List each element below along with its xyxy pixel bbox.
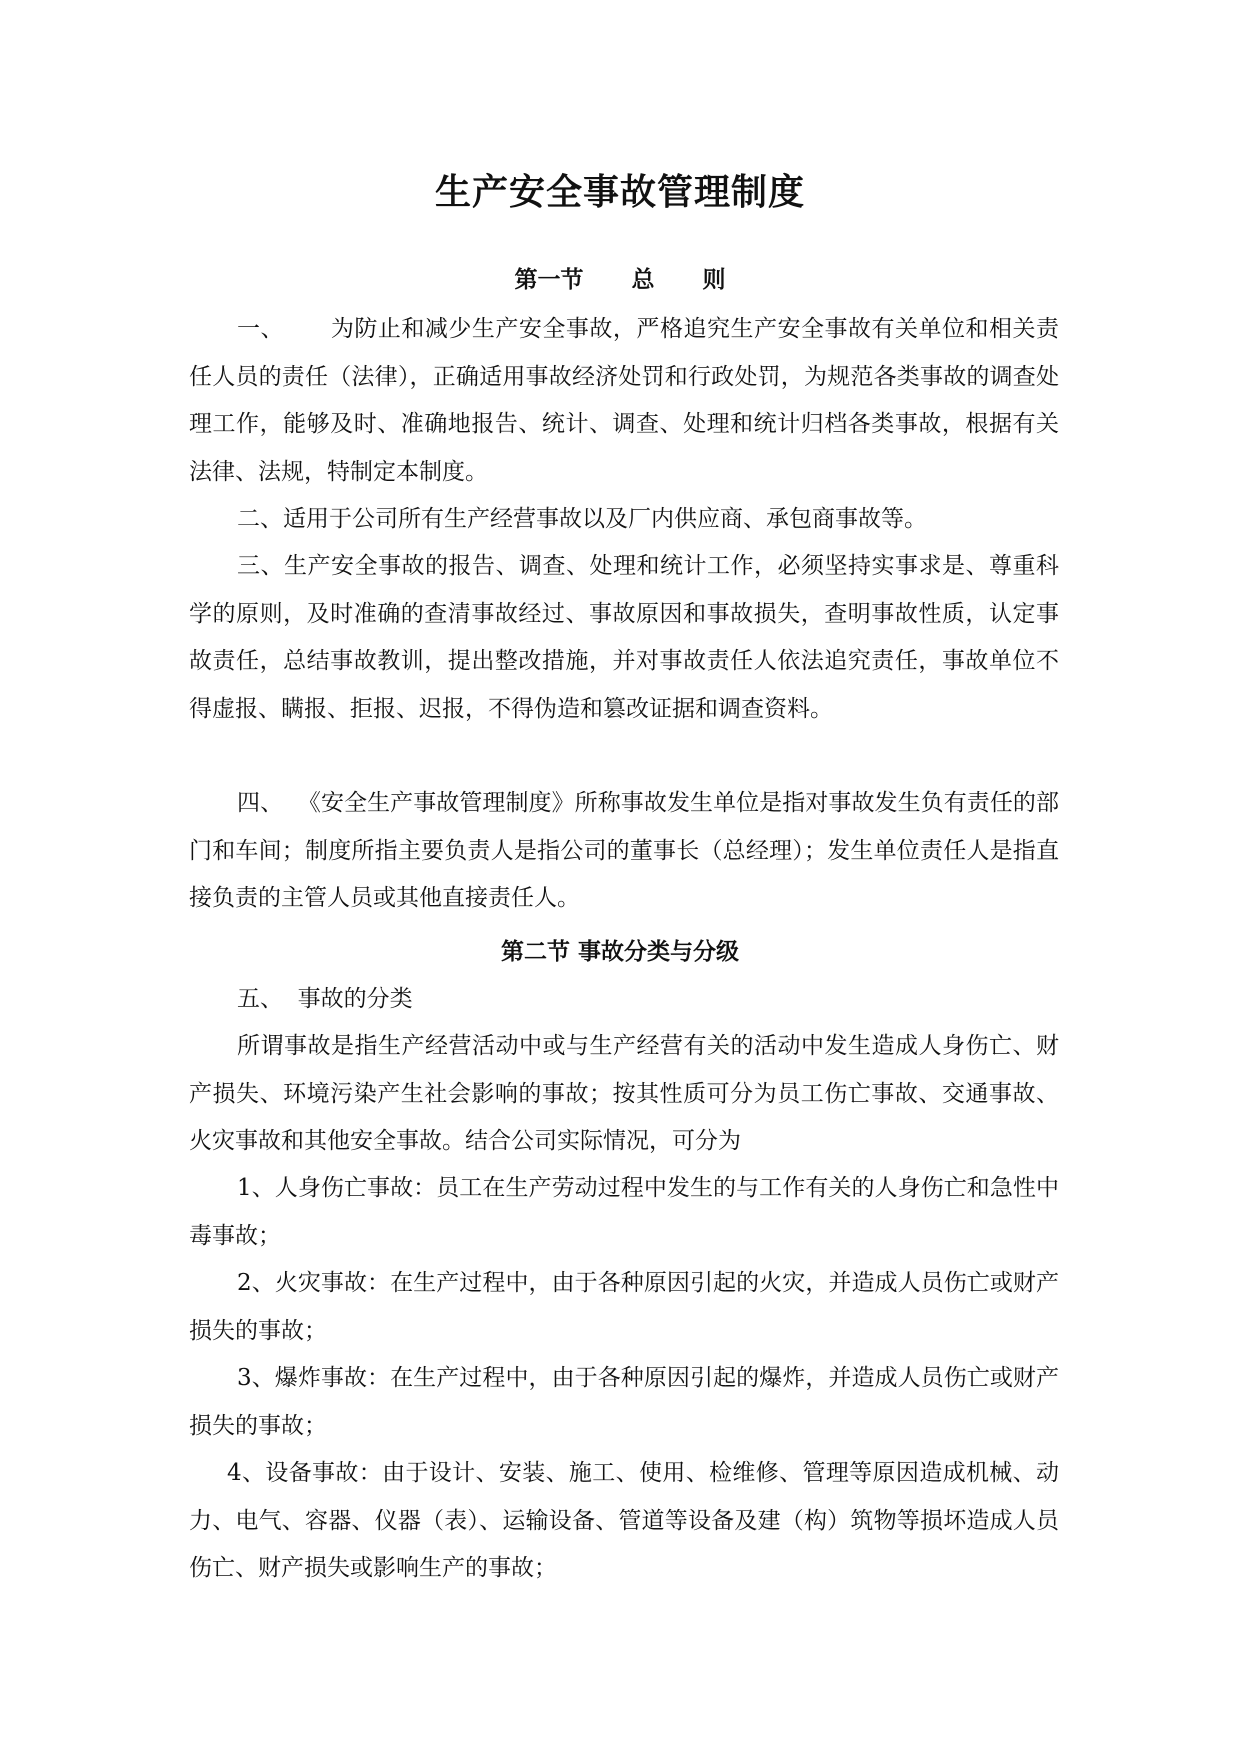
paragraph-article-2: 二、适用于公司所有生产经营事故以及厂内供应商、承包商事故等。 bbox=[237, 506, 927, 532]
paragraph-accident-definition: 所谓事故是指生产经营活动中或与生产经营有关的活动中发生造成人身伤亡、财产损失、环境污染产生社会影响的事故；按其性质可分为员工伤亡事故、交通事故、火灾事故和其他安全事故。结合公司实际情况，可分为 bbox=[189, 1033, 1059, 1154]
list-item-fire-accident: 2、火灾事故：在生产过程中，由于各种原因引起的火灾，并造成人员伤亡或财产损失的事故； bbox=[189, 1270, 1059, 1344]
document-title: 生产安全事故管理制度 bbox=[434, 171, 805, 213]
list-item-equipment-accident: 4、设备事故：由于设计、安装、施工、使用、检维修、管理等原因造成机械、动力、电气、容器、仪器（表）、运输设备、管道等设备及建（构）筑物等损坏造成人员伤亡、财产损失或影响生产的事故； bbox=[189, 1460, 1059, 1581]
section-heading-classification: 第二节 事故分类与分级 bbox=[500, 938, 739, 965]
list-item-explosion-accident: 3、爆炸事故：在生产过程中，由于各种原因引起的爆炸，并造成人员伤亡或财产损失的事故； bbox=[189, 1365, 1059, 1439]
paragraph-article-1: 一、 为防止和减少生产安全事故，严格追究生产安全事故有关单位和相关责任人员的责任（法律），正确适用事故经济处罚和行政处罚，为规范各类事故的调查处理工作，能够及时、准确地报告、统计、调查、处理和统计归档各类事故，根据有关法律、法规，特制定本制度。 bbox=[189, 316, 1059, 485]
section-heading-general: 第一节 总 则 bbox=[514, 266, 726, 293]
list-item-personal-injury: 1、人身伤亡事故：员工在生产劳动过程中发生的与工作有关的人身伤亡和急性中毒事故； bbox=[189, 1175, 1059, 1249]
paragraph-article-3: 三、生产安全事故的报告、调查、处理和统计工作，必须坚持实事求是、尊重科学的原则，及时准确的查清事故经过、事故原因和事故损失，查明事故性质，认定事故责任，总结事故教训，提出整改措施，并对事故责任人依法追究责任，事故单位不得虚报、瞒报、拒报、迟报，不得伪造和篡改证据和调查资料。 bbox=[189, 553, 1059, 722]
paragraph-article-4: 四、 《安全生产事故管理制度》所称事故发生单位是指对事故发生负有责任的部门和车间；制度所指主要负责人是指公司的董事长（总经理）；发生单位责任人是指直接负责的主管人员或其他直接责任人。 bbox=[189, 790, 1059, 911]
paragraph-article-5: 五、 事故的分类 bbox=[237, 986, 413, 1012]
